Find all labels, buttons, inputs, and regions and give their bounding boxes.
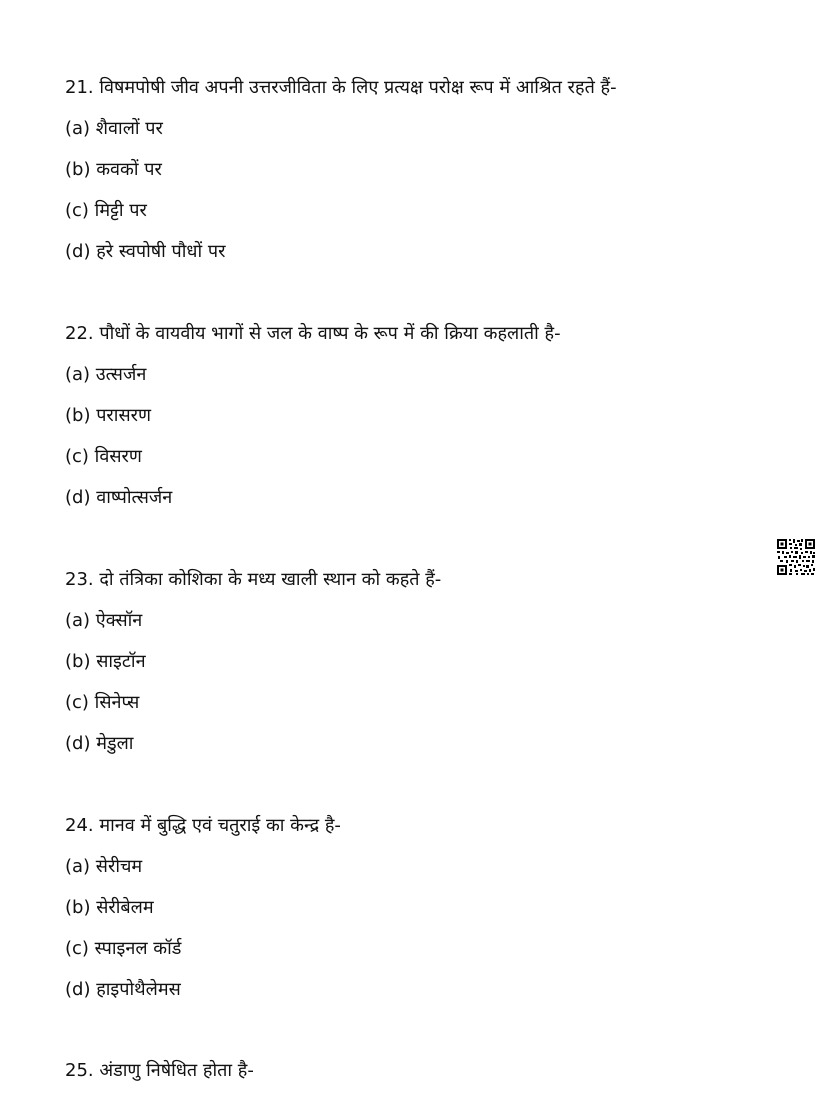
question-22-option-a: (a) उत्सर्जन (65, 364, 147, 385)
question-22: 22. पौधों के वायवीय भागों से जल के वाष्प के रूप में की क्रिया कहलाती है- (65, 323, 561, 344)
question-21-option-c: (c) मिट्टी पर (65, 200, 147, 221)
question-24-option-c: (c) स्पाइनल कॉर्ड (65, 938, 182, 959)
question-24-option-b: (b) सेरीबेलम (65, 897, 154, 918)
question-24-option-a: (a) सेरीचम (65, 856, 143, 877)
question-23: 23. दो तंत्रिका कोशिका के मध्य खाली स्थान को कहते हैं- (65, 569, 442, 590)
question-24: 24. मानव में बुद्धि एवं चतुराई का केन्द्र है- (65, 815, 341, 836)
question-21-option-b: (b) कवकों पर (65, 159, 162, 180)
question-22-option-c: (c) विसरण (65, 446, 142, 467)
question-22-option-b: (b) परासरण (65, 405, 151, 426)
question-21-option-a: (a) शैवालों पर (65, 118, 163, 139)
question-23-option-d: (d) मेडुला (65, 733, 134, 754)
question-23-option-b: (b) साइटॉन (65, 651, 146, 672)
question-23-option-c: (c) सिनेप्स (65, 692, 140, 713)
question-21: 21. विषमपोषी जीव अपनी उत्तरजीविता के लिए प्रत्यक्ष परोक्ष रूप में आश्रित रहते हैं- (65, 77, 617, 98)
question-24-option-d: (d) हाइपोथैलेमस (65, 979, 181, 1000)
question-25: 25. अंडाणु निषेधित होता है- (65, 1060, 254, 1081)
question-22-option-d: (d) वाष्पोत्सर्जन (65, 487, 173, 508)
question-23-option-a: (a) ऐक्सॉन (65, 610, 143, 631)
qr-code-icon (776, 538, 816, 576)
question-21-option-d: (d) हरे स्वपोषी पौधों पर (65, 241, 226, 262)
